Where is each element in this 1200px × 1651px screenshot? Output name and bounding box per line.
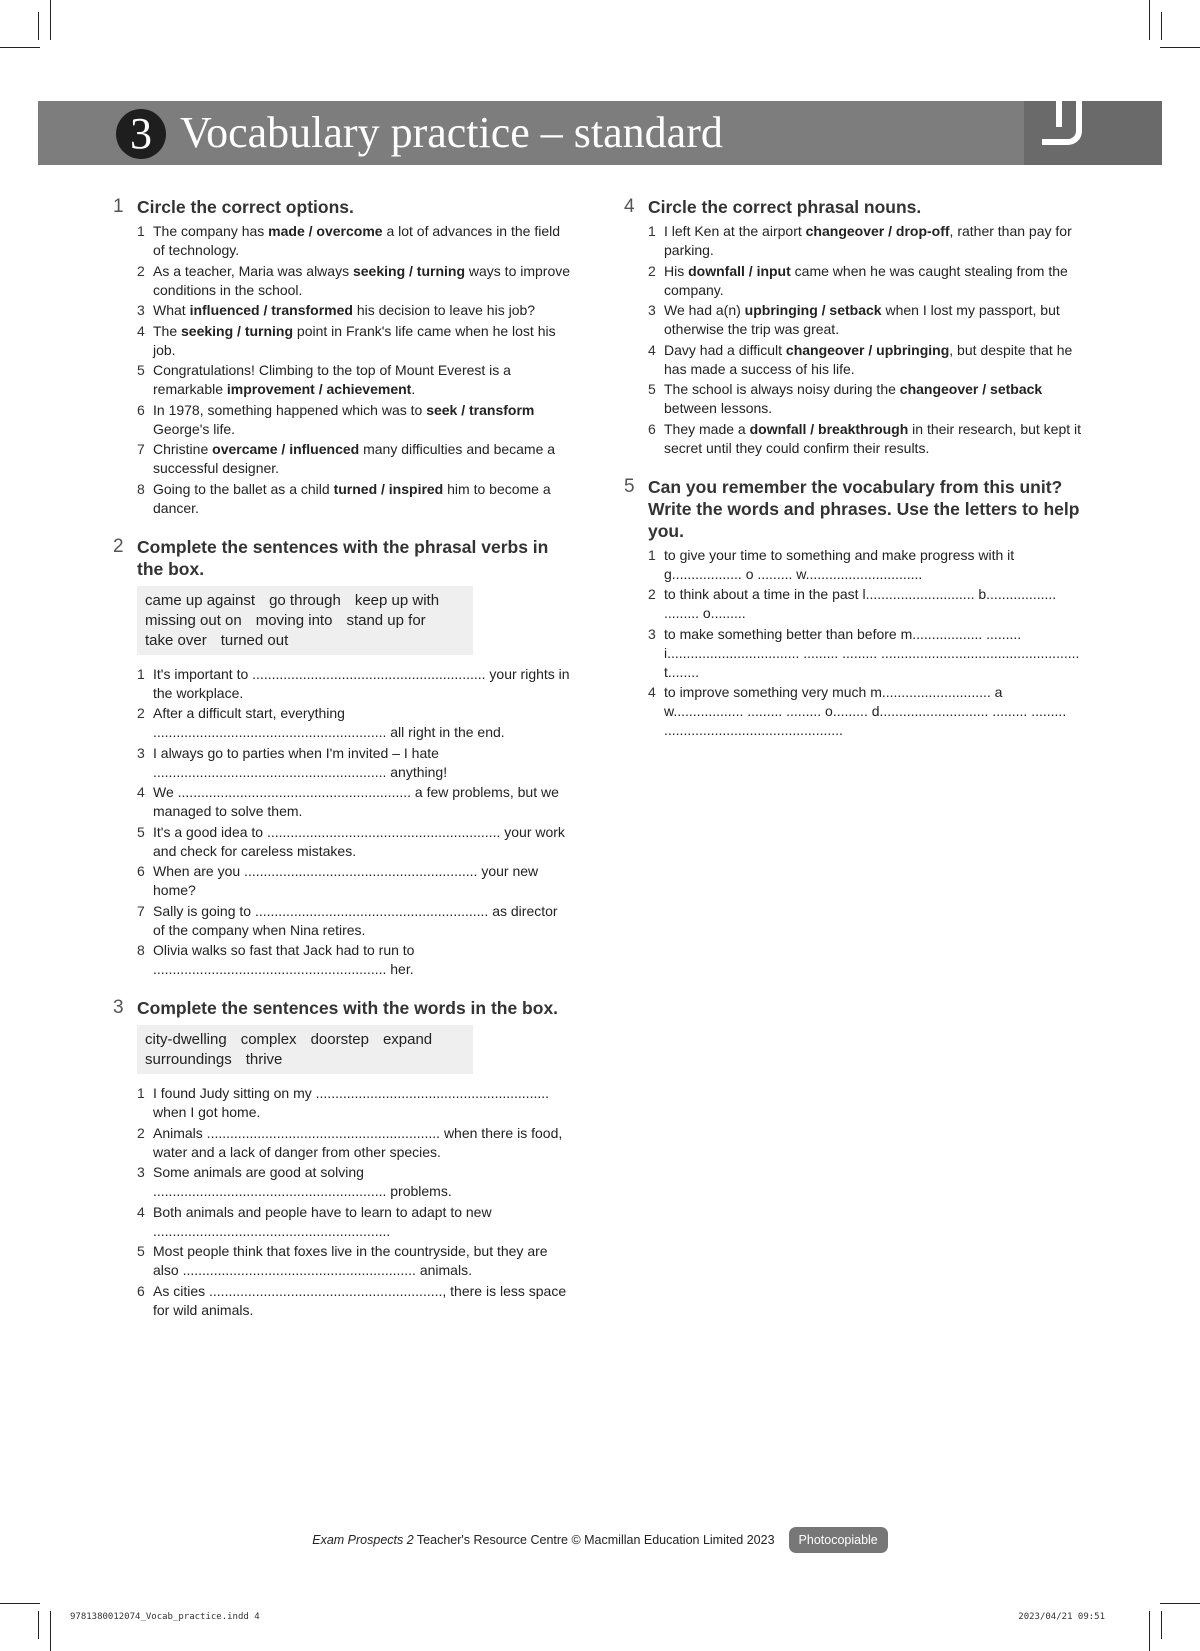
item-text: Christine overcame / influenced many difficulties and became a successful designer.	[153, 441, 556, 476]
item-text: I left Ken at the airport changeover / drop-off, rather than pay for parking.	[664, 223, 1072, 258]
copyright-line: Teacher's Resource Centre © Macmillan Education Limited 2023	[413, 1533, 775, 1547]
exercise-item	[137, 665, 573, 703]
word-box-item: complex	[240, 1031, 297, 1048]
item-number: 1	[137, 1085, 145, 1101]
item-number: 6	[137, 1282, 145, 1299]
exercise-item	[137, 301, 573, 320]
unit-number-badge: 3	[116, 109, 166, 159]
exercise-instruction: Circle the correct options.	[137, 197, 354, 217]
item-text: It's a good idea to ............................................................ your work and check for careless mistakes.	[153, 823, 565, 859]
exercise-item	[137, 823, 573, 861]
item-text: Davy had a difficult changeover / upbringing, but despite that he has made a success of his life.	[664, 341, 1073, 377]
item-text: His downfall / input came when he was caught stealing from the company.	[664, 262, 1068, 298]
crop-mark	[50, 1611, 51, 1651]
exercise-item	[137, 222, 573, 260]
item-number: 3	[137, 744, 145, 761]
item-text: We ............................................................ a few problems, but we managed to solve them.	[153, 784, 559, 819]
exercise-items	[624, 222, 1084, 458]
word-box-item: take over	[145, 631, 207, 649]
crop-mark	[38, 1611, 39, 1639]
item-text: When are you ............................................................ your new home?	[153, 863, 539, 898]
exercise-number: 5	[624, 475, 635, 497]
crop-mark	[1149, 0, 1150, 40]
item-number: 6	[137, 863, 145, 879]
exercise-item	[137, 941, 573, 979]
item-number: 1	[137, 223, 145, 239]
item-text: Congratulations! Climbing to the top of Mount Everest is a remarkable improvement / achievement.	[153, 362, 511, 397]
exercise-item	[648, 301, 1084, 339]
item-text: to improve something very much m............................ a w.................. ......... ......... o......... d............................ ......... ......... ..............................................	[664, 684, 1067, 738]
exercise-items	[113, 222, 573, 518]
item-text: It's important to ............................................................ your rights in the workplace.	[153, 665, 570, 701]
book-title: Exam Prospects 2	[312, 1533, 414, 1547]
item-number: 1	[137, 665, 145, 682]
crop-mark	[0, 1603, 40, 1604]
crop-mark	[1160, 1603, 1200, 1604]
exercise-item	[137, 704, 573, 742]
crop-mark	[1161, 1611, 1162, 1639]
item-text: to give your time to something and make progress with it g.................. o ......... w..............................	[664, 546, 1015, 582]
exercise-number: 2	[113, 535, 124, 557]
exercise-item	[137, 1203, 573, 1241]
item-text: I always go to parties when I'm invited – I hate ............................................................ anything!	[153, 744, 448, 780]
exercise-number: 1	[113, 196, 124, 217]
word-box-item: city-dwelling	[145, 1031, 227, 1048]
exercise-3	[113, 997, 573, 1320]
item-text: As cities ............................................................, there is less space for wild animals.	[153, 1282, 567, 1318]
item-number: 6	[137, 401, 145, 418]
item-number: 2	[137, 1124, 145, 1141]
exercise-item	[648, 683, 1084, 740]
item-text: Animals ............................................................ when there is food, water and a lack of danger from other species.	[153, 1124, 563, 1160]
exercise-number: 3	[113, 997, 124, 1018]
exercise-item	[137, 1084, 573, 1122]
exercise-item	[137, 361, 573, 399]
item-number: 3	[137, 302, 145, 318]
crop-mark	[38, 12, 39, 40]
item-text: Some animals are good at solving ............................................................ problems.	[153, 1164, 452, 1199]
item-text: to think about a time in the past l............................ b.................. ......... o.........	[664, 586, 1057, 621]
exercise-item	[137, 1282, 573, 1320]
item-number: 5	[137, 362, 145, 378]
exercise-items	[113, 1084, 573, 1320]
item-number: 2	[648, 262, 656, 279]
exercise-item	[137, 862, 573, 900]
exercise-item	[648, 420, 1084, 458]
item-text: The seeking / turning point in Frank's life came when he lost his job.	[153, 322, 556, 358]
item-text: The company has made / overcome a lot of advances in the field of technology.	[153, 223, 561, 258]
item-number: 3	[648, 302, 656, 318]
item-text: We had a(n) upbringing / setback when I lost my passport, but otherwise the trip was great.	[664, 302, 1060, 337]
exercise-item	[137, 744, 573, 782]
exercise-heading	[624, 476, 1084, 542]
word-box-item: stand up for	[346, 611, 426, 629]
item-text: In 1978, something happened which was to seek / transform George's life.	[153, 401, 535, 437]
word-box	[137, 586, 473, 655]
item-text: They made a downfall / breakthrough in their research, but kept it secret until they could confirm their results.	[664, 420, 1082, 456]
item-text: I found Judy sitting on my ............................................................ when I got home.	[153, 1085, 550, 1120]
exercise-item	[648, 222, 1084, 260]
exercise-1	[113, 196, 573, 518]
header-logo-shape	[1042, 101, 1082, 145]
exercise-heading	[113, 536, 573, 580]
word-box-item: keep up with	[354, 591, 440, 609]
word-box-item: doorstep	[310, 1031, 369, 1048]
right-column	[624, 196, 1084, 758]
item-number: 4	[137, 1203, 145, 1220]
slug-filename: 9781380012074_Vocab_practice.indd 4	[70, 1612, 260, 1622]
exercise-item	[137, 401, 573, 439]
item-text: The school is always noisy during the changeover / setback between lessons.	[664, 381, 1043, 416]
item-number: 5	[648, 381, 656, 397]
item-number: 4	[648, 684, 656, 700]
exercise-item	[137, 262, 573, 300]
exercise-item	[137, 440, 573, 478]
item-text: After a difficult start, everything ............................................................ all right in the end.	[153, 705, 505, 740]
item-number: 3	[648, 625, 656, 642]
crop-mark	[0, 47, 40, 48]
item-number: 7	[137, 441, 145, 457]
item-number: 4	[137, 322, 145, 339]
item-text: Going to the ballet as a child turned / inspired him to become a dancer.	[153, 480, 551, 516]
page-title: Vocabulary practice – standard	[180, 108, 723, 157]
item-number: 4	[648, 341, 656, 358]
word-box-item: thrive	[245, 1051, 283, 1068]
word-box-item: expand	[382, 1031, 433, 1048]
exercise-item	[648, 341, 1084, 379]
header-logo-shape	[1056, 101, 1062, 127]
exercise-item	[648, 262, 1084, 300]
item-text: Both animals and people have to learn to adapt to new .............................................................	[153, 1203, 492, 1239]
crop-mark	[50, 0, 51, 40]
word-box-item: go through	[269, 591, 341, 609]
exercise-item	[648, 585, 1084, 623]
exercise-item	[137, 480, 573, 518]
crop-mark	[1161, 12, 1162, 40]
item-number: 3	[137, 1164, 145, 1180]
slug-timestamp: 2023/04/21 09:51	[1018, 1612, 1105, 1622]
exercise-4	[624, 196, 1084, 458]
exercise-heading	[113, 196, 573, 218]
item-text: to make something better than before m.................. ......... i.................................. ......... ......... ................................................... t........	[664, 625, 1080, 680]
exercise-instruction: Circle the correct phrasal nouns.	[648, 197, 922, 217]
word-box-item: surroundings	[145, 1051, 232, 1068]
exercise-item	[648, 380, 1084, 418]
header-tab	[1024, 101, 1162, 165]
left-column	[113, 196, 573, 1338]
item-number: 5	[137, 823, 145, 840]
exercise-heading	[113, 997, 573, 1019]
exercise-items	[624, 546, 1084, 741]
exercise-instruction: Complete the sentences with the words in the box.	[137, 998, 559, 1018]
page-header	[38, 101, 1162, 165]
item-number: 1	[648, 223, 656, 239]
item-number: 2	[137, 705, 145, 721]
item-number: 6	[648, 420, 656, 437]
item-number: 5	[137, 1243, 145, 1259]
exercise-item	[137, 1242, 573, 1280]
exercise-items	[113, 665, 573, 980]
exercise-item	[137, 902, 573, 940]
item-text: Most people think that foxes live in the countryside, but they are also ............................................................ animals.	[153, 1243, 548, 1278]
exercise-item	[137, 1124, 573, 1162]
copyright-text	[312, 1533, 774, 1547]
exercise-5	[624, 476, 1084, 741]
item-text: Olivia walks so fast that Jack had to run to ............................................................ her.	[153, 942, 415, 977]
exercise-2	[113, 536, 573, 980]
exercise-item	[648, 546, 1084, 584]
item-number: 7	[137, 902, 145, 919]
exercise-item	[137, 1163, 573, 1201]
exercise-number: 4	[624, 196, 635, 217]
exercise-item	[648, 625, 1084, 682]
word-box-item: came up against	[145, 591, 256, 609]
exercise-heading	[624, 196, 1084, 218]
item-number: 2	[648, 586, 656, 602]
word-box-item: missing out on	[145, 611, 242, 629]
word-box-item: turned out	[220, 631, 289, 649]
item-text: What influenced / transformed his decision to leave his job?	[153, 302, 536, 318]
item-number: 8	[137, 480, 145, 497]
exercise-instruction: Can you remember the vocabulary from this unit? Write the words and phrases. Use the letters to help you.	[648, 476, 1080, 541]
item-number: 8	[137, 942, 145, 958]
page-footer	[300, 1527, 900, 1553]
item-text: Sally is going to ............................................................ as director of the company when Nina retires.	[153, 902, 558, 938]
crop-mark	[1160, 47, 1200, 48]
exercise-item	[137, 322, 573, 360]
photocopiable-badge: Photocopiable	[789, 1527, 888, 1553]
crop-mark	[1149, 1611, 1150, 1651]
item-text: As a teacher, Maria was always seeking / turning ways to improve conditions in the school.	[153, 262, 571, 298]
exercise-item	[137, 783, 573, 821]
item-number: 4	[137, 784, 145, 800]
word-box	[137, 1025, 473, 1074]
item-number: 2	[137, 262, 145, 279]
word-box-item: moving into	[255, 611, 333, 629]
exercise-instruction: Complete the sentences with the phrasal verbs in the box.	[137, 536, 549, 579]
item-number: 1	[648, 546, 656, 563]
